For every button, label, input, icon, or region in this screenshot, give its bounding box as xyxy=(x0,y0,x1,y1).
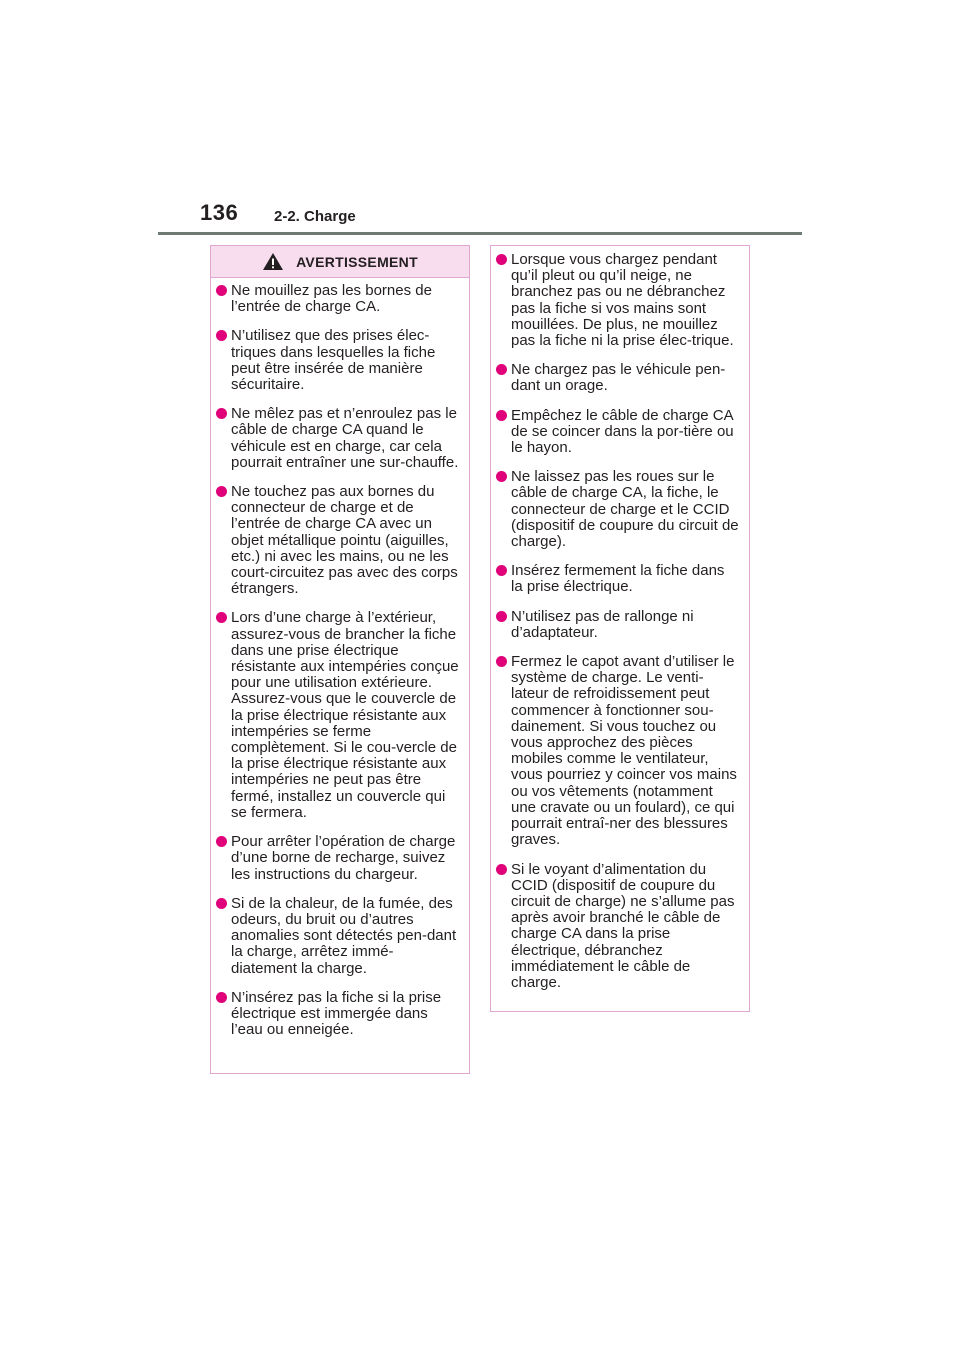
header-rule xyxy=(158,232,802,235)
bullet-dot-icon xyxy=(496,565,507,576)
bullet-dot-icon xyxy=(216,408,227,419)
warning-item-text: N’insérez pas la fiche si la prise électrique est immergée dans l’eau ou enneigée. xyxy=(231,988,442,1039)
bullet-dot-icon xyxy=(216,330,227,341)
warning-box-right-column xyxy=(490,245,750,1012)
warning-list-item xyxy=(216,990,459,1039)
warning-list-item xyxy=(496,252,739,349)
warning-list-item xyxy=(216,610,459,821)
bullet-dot-icon xyxy=(216,992,227,1003)
warning-triangle-icon xyxy=(262,252,284,271)
warning-item-text: Lors d’une charge à l’extérieur, assurez-vous de brancher la fiche dans une prise électrique résistante aux intempéries conçue pour une utilisation extérieure. Assurez-vous que le couvercle de la prise électrique résistante aux intempéries se ferme complètement. Si le cou-vercle de la prise électrique résistante aux intempéries ne peut pas être fermé, installez un couvercle qui se fermera. xyxy=(231,609,459,821)
warning-item-text: Fermez le capot avant d’utiliser le système de charge. Le venti-lateur de refroidissement peut commencer à fonctionner sou-dainement. Si vous touchez ou vous approchez des pièces mobiles comme le ventilateur, vous pourriez y coincer vos mains ou vos vêtements (notamment une cravate ou un foulard), ce qui pourrait entraî-ner des blessures graves. xyxy=(511,653,737,849)
warning-item-text: Ne laissez pas les roues sur le câble de charge CA, la fiche, le connecteur de charge et le CCID (dispositif de coupure du circuit de charge). xyxy=(511,468,739,551)
warning-item-text: Si le voyant d’alimentation du CCID (dispositif de coupure du circuit de charge) ne s’allume pas après avoir branché le câble de charge CA dans la prise électrique, débranchez immédiatement le câble de charge. xyxy=(511,860,735,991)
bullet-dot-icon xyxy=(496,611,507,622)
bullet-dot-icon xyxy=(216,285,227,296)
bullet-dot-icon xyxy=(496,471,507,482)
warning-list-item xyxy=(216,896,459,977)
warning-list-item xyxy=(216,484,459,597)
warning-list-item xyxy=(496,563,739,595)
warning-list-item xyxy=(216,406,459,471)
warning-list-item xyxy=(496,654,739,848)
bullet-dot-icon xyxy=(216,898,227,909)
warning-item-text: Empêchez le câble de charge CA de se coincer dans la por-tière ou le hayon. xyxy=(511,406,734,457)
section-title: 2-2. Charge xyxy=(274,208,356,225)
page-number: 136 xyxy=(200,200,239,225)
bullet-dot-icon xyxy=(496,410,507,421)
bullet-dot-icon xyxy=(496,364,507,375)
warning-list-item xyxy=(496,609,739,641)
bullet-dot-icon xyxy=(496,864,507,875)
warning-item-text: Ne chargez pas le véhicule pen-dant un orage. xyxy=(511,361,726,395)
bullet-dot-icon xyxy=(216,486,227,497)
warning-list-item xyxy=(496,362,739,394)
warning-item-text: Ne touchez pas aux bornes du connecteur de charge et de l’entrée de charge CA avec un objet métallique pointu (aiguilles, etc.) ni avec les mains, ou ne les court-circuitez pas avec des corps étrangers. xyxy=(231,483,458,598)
warning-title: AVERTISSEMENT xyxy=(296,253,418,270)
warning-list-item xyxy=(216,328,459,393)
warning-list-item xyxy=(216,283,459,315)
warning-item-text: Lorsque vous chargez pendant qu’il pleut ou qu’il neige, ne branchez pas ou ne débranchez pas la fiche si vos mains sont mouillées. De plus, ne mouillez pas la fiche ni la prise élec-trique. xyxy=(511,251,734,350)
warning-list-left xyxy=(211,278,469,1038)
warning-item-text: Ne mêlez pas et n’enroulez pas le câble de charge CA quand le véhicule est en charge, car cela pourrait entraîner une sur-chauffe. xyxy=(231,405,459,471)
warning-list-item xyxy=(496,408,739,457)
bullet-dot-icon xyxy=(216,836,227,847)
warning-item-text: Pour arrêter l’opération de charge d’une borne de recharge, suivez les instructions du chargeur. xyxy=(231,833,456,883)
warning-item-text: N’utilisez que des prises élec-triques dans lesquelles la fiche peut être insérée de manière sécuritaire. xyxy=(231,327,436,394)
bullet-dot-icon xyxy=(496,656,507,667)
warning-header xyxy=(211,246,469,278)
warning-box-left-column xyxy=(210,245,470,1074)
warning-list-right xyxy=(491,246,749,991)
bullet-dot-icon xyxy=(496,254,507,265)
warning-item-text: Si de la chaleur, de la fumée, des odeurs, du bruit ou d’autres anomalies sont détectés pen-dant la charge, arrêtez immé-diatement la charge. xyxy=(231,894,457,977)
warning-list-item xyxy=(496,862,739,992)
warning-item-text: N’utilisez pas de rallonge ni d’adaptateur. xyxy=(511,607,694,641)
bullet-dot-icon xyxy=(216,612,227,623)
warning-item-text: Ne mouillez pas les bornes de l’entrée de charge CA. xyxy=(231,282,432,316)
warning-list-item xyxy=(496,469,739,550)
warning-list-item xyxy=(216,834,459,883)
warning-item-text: Insérez fermement la fiche dans la prise électrique. xyxy=(511,562,725,596)
